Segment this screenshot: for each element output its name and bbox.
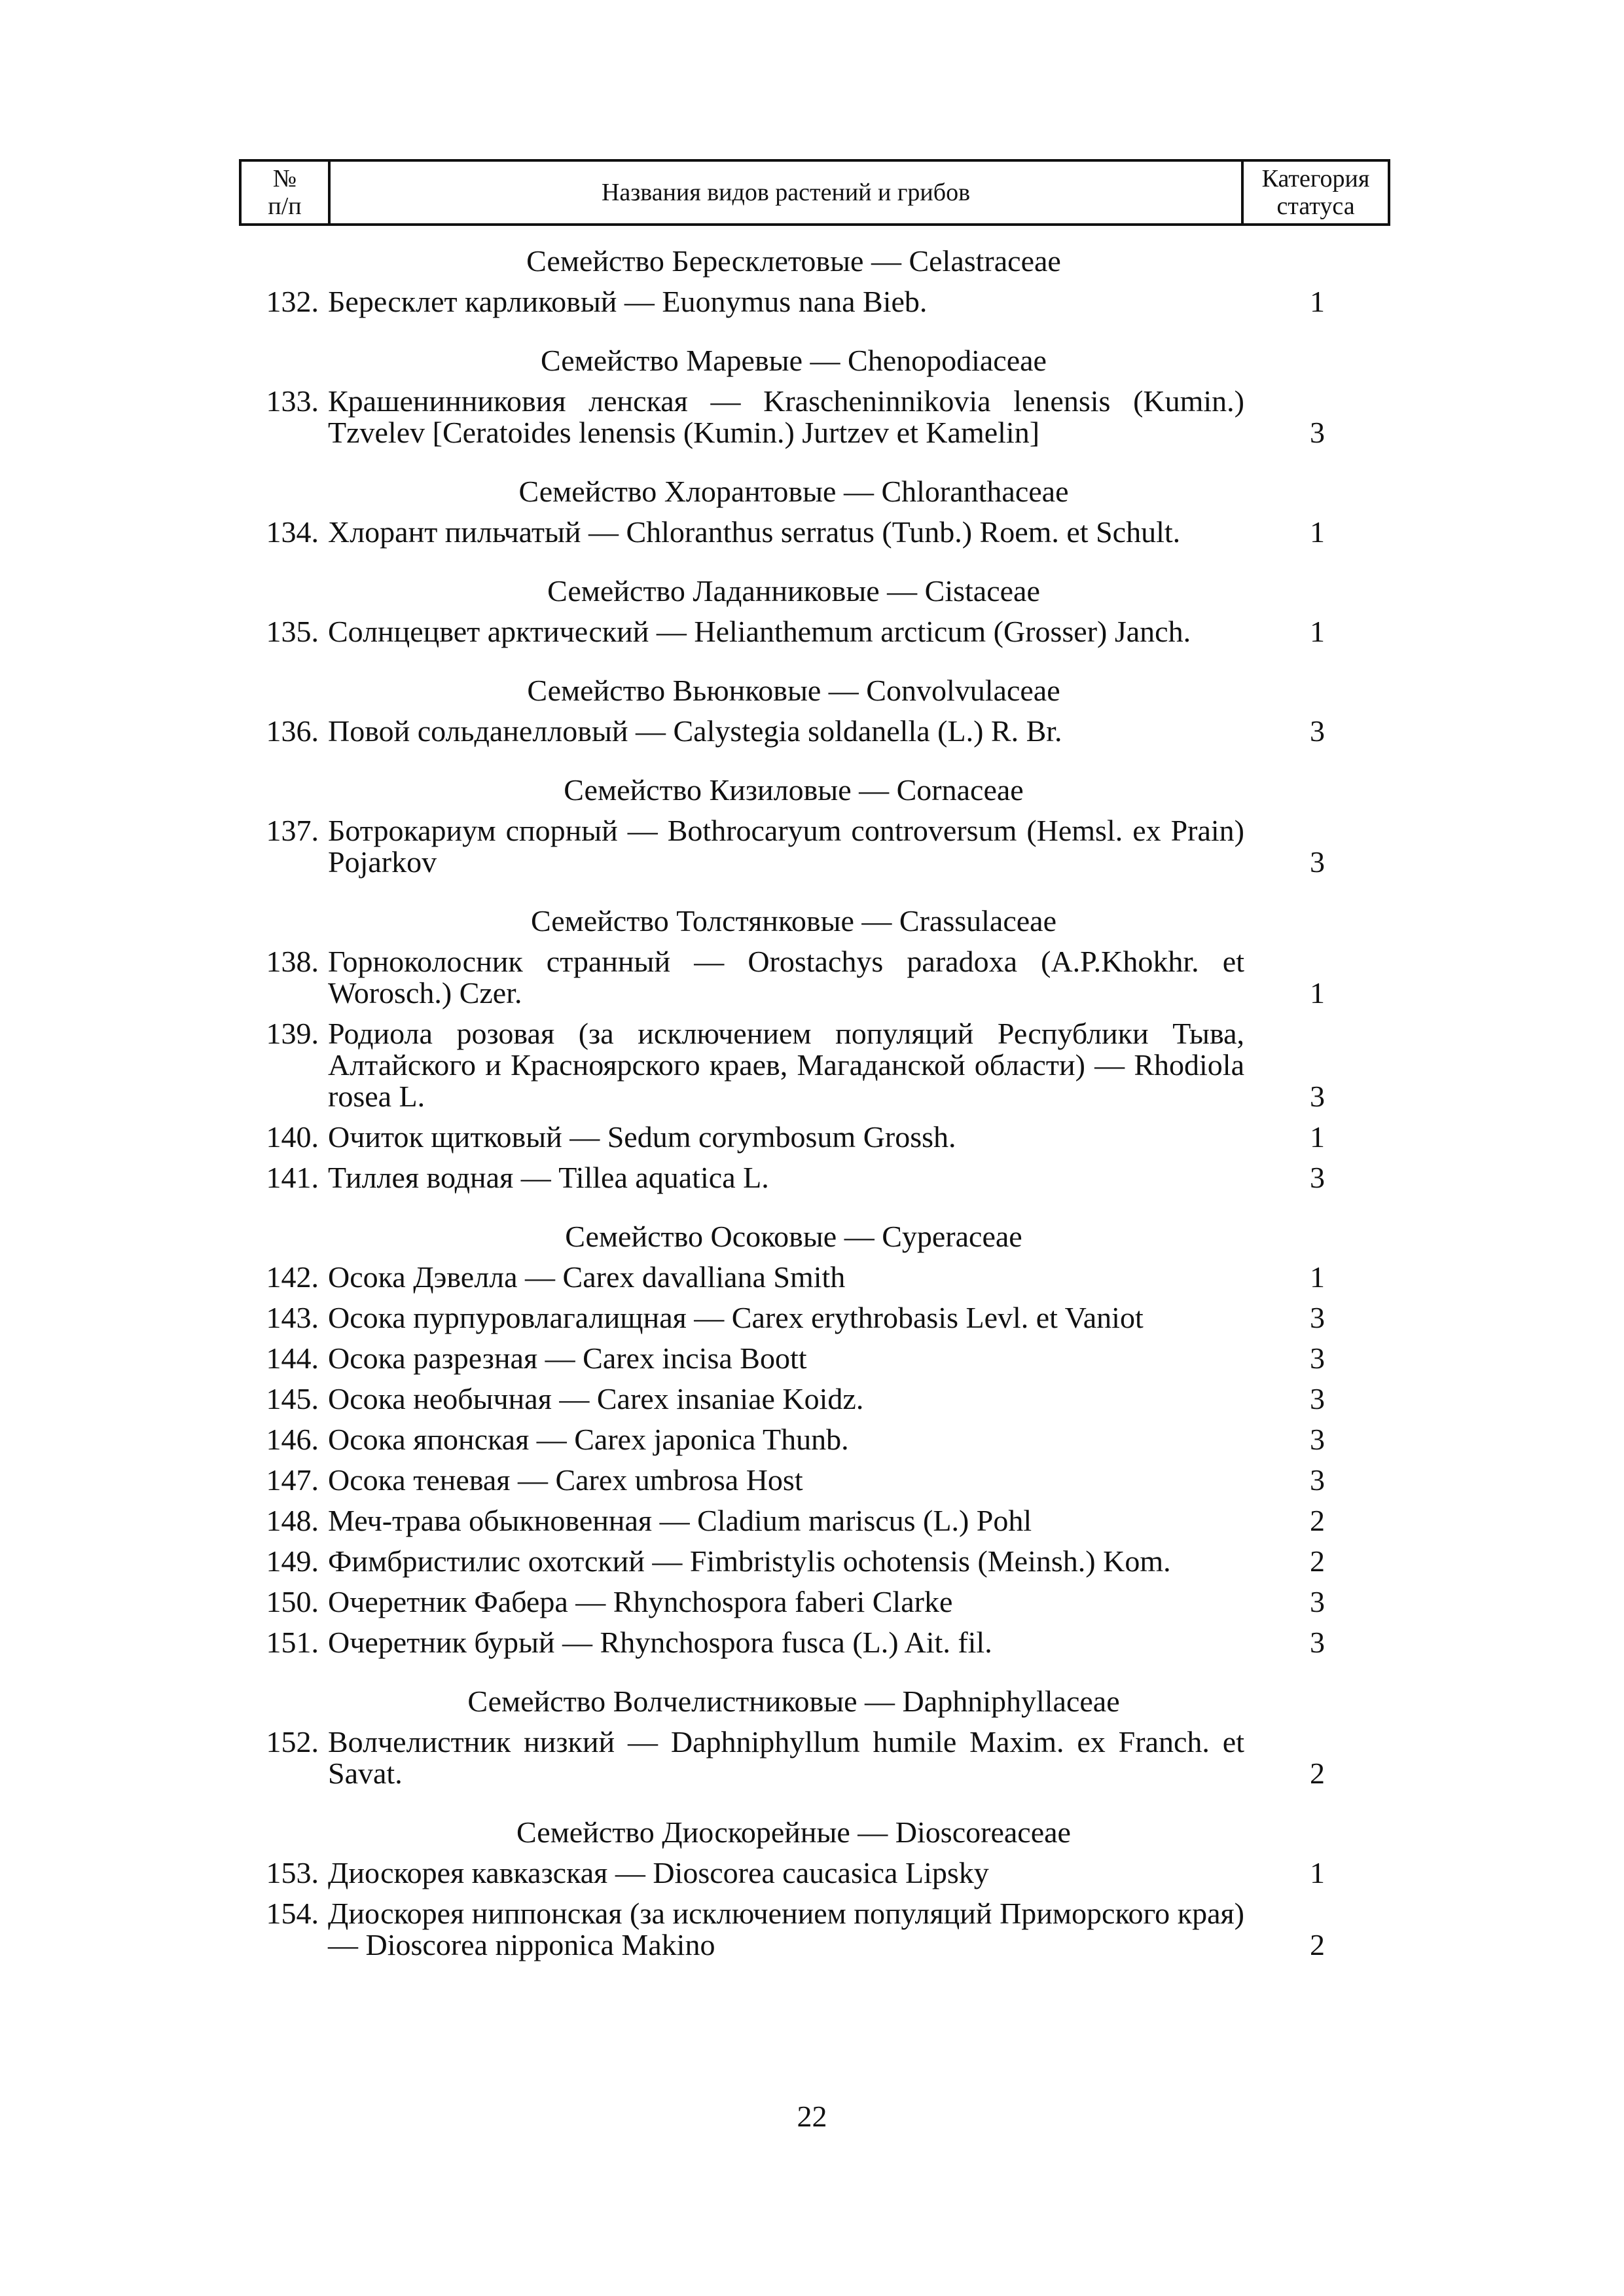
header-name-column: [331, 162, 1244, 223]
species-row: [239, 517, 1390, 548]
status-category: 3: [1310, 416, 1325, 449]
species-row: [239, 716, 1390, 747]
species-number: 143.: [266, 1301, 319, 1334]
family-heading: Семейство Толстянковые — Crassulaceae: [530, 904, 1057, 938]
status-category: 3: [1310, 1463, 1325, 1497]
species-number: 145.: [266, 1382, 319, 1415]
status-category: 1: [1310, 1856, 1325, 1889]
species-number: 139.: [266, 1017, 319, 1050]
status-category: 3: [1310, 1382, 1325, 1415]
species-name: Осока японская — Carex japonica Thunb.: [328, 1423, 849, 1456]
page-number: 22: [797, 2100, 827, 2133]
status-category: 3: [1310, 1626, 1325, 1659]
species-row: [239, 1546, 1390, 1577]
species-number: 148.: [266, 1504, 319, 1537]
species-name: Очеретник бурый — Rhynchospora fusca (L.) Ait. fil.: [328, 1626, 992, 1659]
status-category: 3: [1310, 1585, 1325, 1618]
header-name-label: Названия видов растений и грибов: [601, 179, 971, 206]
species-name: Осока пурпуровлагалищная — Carex erythrobasis Levl. et Vaniot: [328, 1301, 1144, 1334]
status-category: 3: [1310, 845, 1325, 879]
species-row: [239, 1726, 1390, 1789]
family-heading: Семейство Ладанниковые — Cistaceae: [547, 574, 1040, 608]
status-category: 2: [1310, 1504, 1325, 1537]
species-name: Повой сольданелловый — Calystegia soldanella (L.) R. Br.: [328, 714, 1062, 748]
species-number: 152.: [266, 1725, 319, 1758]
species-row: [239, 1383, 1390, 1415]
status-category: 1: [1310, 976, 1325, 1010]
species-number: 147.: [266, 1463, 319, 1497]
species-name: Бересклет карликовый — Euonymus nana Bieb.: [328, 285, 928, 318]
species-row: [239, 1343, 1390, 1374]
header-number-column: [242, 162, 331, 223]
species-number: 137.: [266, 814, 319, 847]
status-category: 1: [1310, 1120, 1325, 1154]
species-name: Осока необычная — Carex insaniae Koidz.: [328, 1382, 864, 1415]
species-number: 135.: [266, 615, 319, 648]
status-category: 2: [1310, 1757, 1325, 1790]
species-name: Крашенинниковия ленская — Krascheninnikovia lenensis (Kumin.) Tzvelev [Ceratoides lenensis (Kumin.) Jurtzev et Kamelin]: [328, 384, 1244, 449]
species-name: Солнцецвет арктический — Helianthemum arcticum (Grosser) Janch.: [328, 615, 1191, 648]
species-name: Диоскорея кавказская — Dioscorea caucasica Lipsky: [328, 1856, 989, 1889]
family-heading: Семейство Бересклетовые — Celastraceae: [526, 244, 1061, 278]
header-category-line2: статуса: [1276, 192, 1355, 220]
family-heading: Семейство Вьюнковые — Convolvulaceae: [527, 674, 1060, 707]
species-row: [239, 386, 1390, 448]
family-heading: Семейство Кизиловые — Cornaceae: [564, 773, 1024, 807]
species-name: Ботрокариум спорный — Bothrocaryum controversum (Hemsl. ex Prain) Pojarkov: [328, 814, 1244, 879]
species-number: 134.: [266, 515, 319, 549]
species-row: [239, 1898, 1390, 1961]
header-number-symbol: №: [272, 165, 297, 192]
species-number: 141.: [266, 1161, 319, 1194]
species-row: [239, 1302, 1390, 1334]
species-row: [239, 616, 1390, 647]
header-number-abbrev: п/п: [268, 192, 302, 220]
species-name: Осока разрезная — Carex incisa Boott: [328, 1341, 807, 1375]
family-heading: Семейство Осоковые — Cyperaceae: [565, 1220, 1022, 1253]
status-category: 3: [1310, 714, 1325, 748]
status-category: 1: [1310, 615, 1325, 648]
species-number: 151.: [266, 1626, 319, 1659]
species-row: [239, 1505, 1390, 1537]
species-number: 153.: [266, 1856, 319, 1889]
species-row: [239, 1262, 1390, 1293]
species-number: 136.: [266, 714, 319, 748]
species-number: 150.: [266, 1585, 319, 1618]
status-category: 3: [1310, 1161, 1325, 1194]
family-heading: Семейство Волчелистниковые — Daphniphyllaceae: [467, 1685, 1120, 1718]
status-category: 3: [1310, 1341, 1325, 1375]
species-row: [239, 1424, 1390, 1455]
species-name: Волчелистник низкий — Daphniphyllum humile Maxim. ex Franch. et Savat.: [328, 1725, 1244, 1790]
species-name: Фимбристилис охотский — Fimbristylis ochotensis (Meinsh.) Kom.: [328, 1544, 1171, 1578]
family-heading: Семейство Хлорантовые — Chloranthaceae: [518, 475, 1069, 508]
species-name: Хлорант пильчатый — Chloranthus serratus (Tunb.) Roem. et Schult.: [328, 515, 1181, 549]
species-row: [239, 815, 1390, 878]
species-row: [239, 1857, 1390, 1889]
species-name: Родиола розовая (за исключением популяций Республики Тыва, Алтайского и Красноярского краев, Магаданской области) — Rhodiola rosea L.: [328, 1017, 1244, 1113]
species-row: [239, 1121, 1390, 1153]
header-category-line1: Категория: [1261, 165, 1370, 192]
species-row: [239, 1465, 1390, 1496]
status-category: 2: [1310, 1544, 1325, 1578]
species-number: 144.: [266, 1341, 319, 1375]
status-category: 1: [1310, 515, 1325, 549]
species-number: 132.: [266, 285, 319, 318]
status-category: 3: [1310, 1423, 1325, 1456]
status-category: 1: [1310, 285, 1325, 318]
species-list: [239, 226, 1390, 1970]
species-row: [239, 1018, 1390, 1112]
status-category: 2: [1310, 1928, 1325, 1961]
species-number: 154.: [266, 1897, 319, 1930]
species-number: 142.: [266, 1260, 319, 1294]
species-number: 133.: [266, 384, 319, 418]
species-name: Диоскорея ниппонская (за исключением популяций Приморского края) — Dioscorea nipponica Makino: [328, 1897, 1244, 1961]
species-number: 146.: [266, 1423, 319, 1456]
table-header: [239, 159, 1390, 226]
species-row: [239, 1162, 1390, 1194]
species-name: Горноколосник странный — Orostachys paradoxa (A.P.Khokhr. et Worosch.) Czer.: [328, 945, 1244, 1010]
species-name: Осока Дэвелла — Carex davalliana Smith: [328, 1260, 846, 1294]
species-row: [239, 286, 1390, 318]
species-name: Осока теневая — Carex umbrosa Host: [328, 1463, 803, 1497]
status-category: 3: [1310, 1080, 1325, 1113]
species-number: 140.: [266, 1120, 319, 1154]
species-name: Тиллея водная — Tillea aquatica L.: [328, 1161, 769, 1194]
species-number: 138.: [266, 945, 319, 978]
species-name: Меч-трава обыкновенная — Cladium mariscus (L.) Pohl: [328, 1504, 1032, 1537]
species-name: Очиток щитковый — Sedum corymbosum Grossh.: [328, 1120, 956, 1154]
species-row: [239, 1586, 1390, 1618]
status-category: 3: [1310, 1301, 1325, 1334]
species-number: 149.: [266, 1544, 319, 1578]
species-row: [239, 1627, 1390, 1658]
header-category-column: [1244, 162, 1388, 223]
status-category: 1: [1310, 1260, 1325, 1294]
species-row: [239, 946, 1390, 1009]
species-name: Очеретник Фабера — Rhynchospora faberi Clarke: [328, 1585, 953, 1618]
family-heading: Семейство Диоскорейные — Dioscoreaceae: [516, 1815, 1071, 1849]
family-heading: Семейство Маревые — Chenopodiaceae: [541, 344, 1047, 377]
